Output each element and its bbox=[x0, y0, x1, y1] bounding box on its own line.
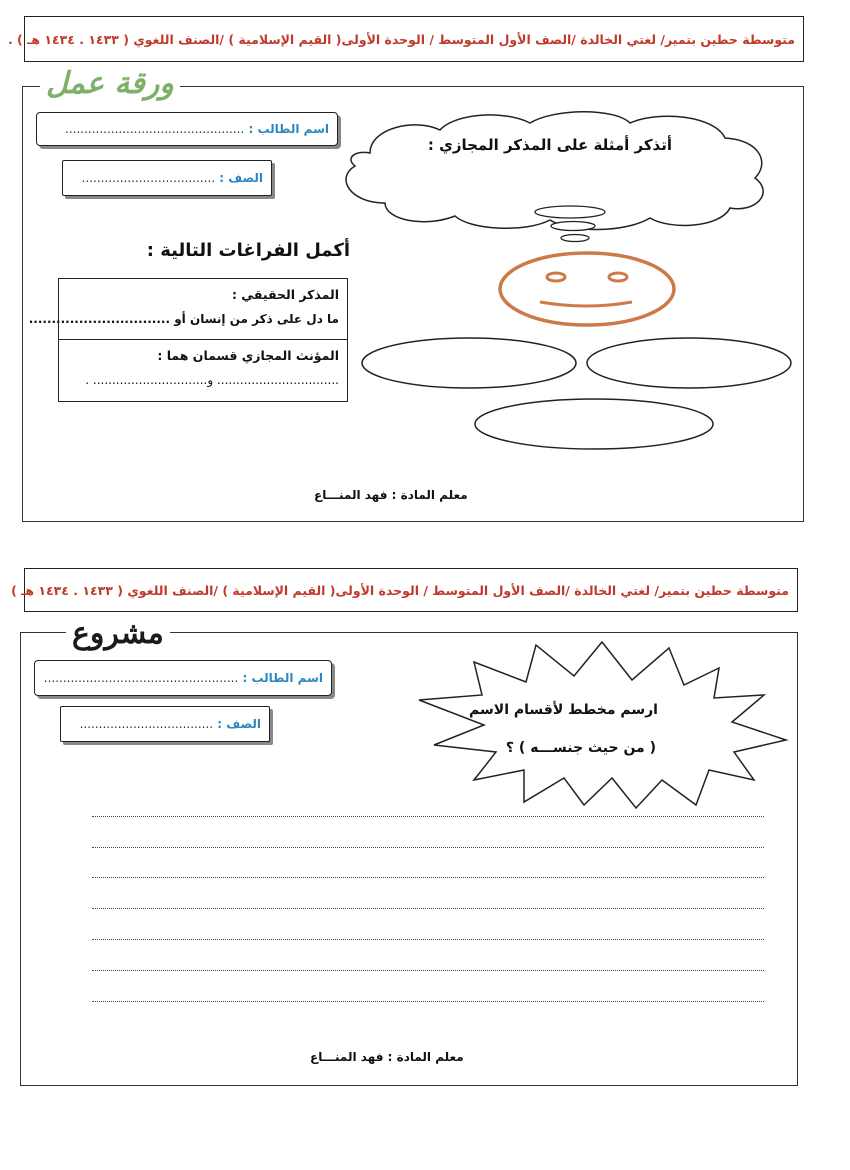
project-student-name-dots: ................................................... bbox=[43, 671, 239, 685]
table-row bbox=[28, 279, 347, 340]
student-name-dots: ............................................... bbox=[65, 122, 245, 136]
smiley-face-icon bbox=[496, 250, 678, 328]
answer-oval bbox=[362, 338, 576, 388]
header-text: متوسطة حطين بتمير/ لغتي الخالدة /الصف الأول المتوسط / الوحدة الأولى( القيم الإسلامية ) /الصنف اللغوي ( ١٤٣٣ . ١٤٣٤ هـ ) . bbox=[7, 32, 795, 47]
row2-title: المؤنث المجازي قسمان هما : bbox=[157, 348, 339, 363]
starburst-shape bbox=[414, 640, 790, 810]
project-class-field[interactable] bbox=[60, 706, 270, 742]
answer-line[interactable] bbox=[92, 877, 764, 878]
project-header-text: متوسطة حطين بتمير/ لغتي الخالدة /الصف الأول المتوسط / الوحدة الأولى( القيم الإسلامية ) /الصنف اللغوي ( ١٤٣٣ . ١٤٣٤ هـ ) bbox=[11, 583, 789, 598]
fill-table bbox=[28, 278, 348, 402]
answer-line[interactable] bbox=[92, 1001, 764, 1002]
answer-line[interactable] bbox=[92, 908, 764, 909]
thought-cloud bbox=[330, 108, 780, 248]
worksheet-header bbox=[7, 16, 804, 62]
answer-line[interactable] bbox=[92, 970, 764, 971]
class-label: الصف : bbox=[219, 171, 263, 185]
student-name-field[interactable] bbox=[36, 112, 338, 146]
teacher-name: معلم المادة : فهد المنـــاع bbox=[314, 488, 468, 502]
project-class-dots: ................................... bbox=[79, 717, 214, 731]
class-field[interactable] bbox=[62, 160, 272, 196]
row2-text: ................................ و.............................. . bbox=[85, 373, 339, 387]
project-student-name-field[interactable] bbox=[34, 660, 332, 696]
answer-ovals bbox=[355, 330, 800, 455]
row1-title: المذكر الحقيقي : bbox=[231, 287, 339, 302]
class-dots: ................................... bbox=[81, 171, 216, 185]
star-line1: ارسم مخطط لأقسام الاسم bbox=[469, 702, 658, 718]
answer-oval bbox=[587, 338, 791, 388]
project-header bbox=[11, 568, 798, 612]
answer-oval bbox=[475, 399, 713, 449]
answer-line[interactable] bbox=[92, 847, 764, 848]
answer-line[interactable] bbox=[92, 816, 764, 817]
star-line2: ( من حيث جنســـه ) ؟ bbox=[505, 740, 656, 756]
worksheet-title: ورقة عمل bbox=[40, 64, 180, 104]
table-row bbox=[59, 340, 347, 400]
student-name-label: اسم الطالب : bbox=[248, 122, 329, 136]
answer-line[interactable] bbox=[92, 939, 764, 940]
cloud-text: أتذكر أمثلة على المذكر المجازي : bbox=[427, 136, 672, 154]
project-student-name-label: اسم الطالب : bbox=[242, 671, 323, 685]
row1-text: ما دل على ذكر من إنسان أو ............................... bbox=[28, 312, 339, 326]
project-title: مشروع bbox=[66, 614, 170, 654]
project-class-label: الصف : bbox=[217, 717, 261, 731]
fill-title: أكمل الفراغات التالية : bbox=[146, 240, 350, 261]
project-teacher-name: معلم المادة : فهد المنـــاع bbox=[310, 1050, 464, 1064]
